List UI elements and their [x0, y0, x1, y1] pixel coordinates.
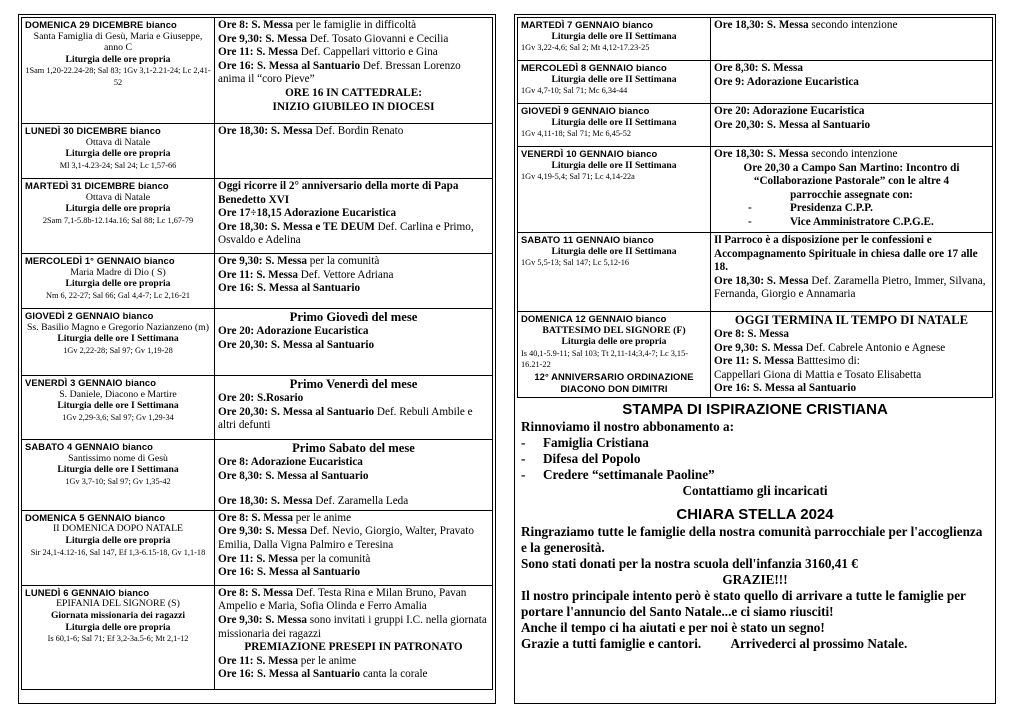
event-detail: Def. Zaramella Pietro, Immer, Silvana, Fernanda, Giorgio e Annamaria — [714, 274, 986, 301]
day-readings: 1Gv 3,22-4,6; Sal 2; Mt 4,12-17.23-25 — [521, 43, 650, 53]
event-detail: Cappellari Giona di Mattia e Tosato Elisabetta — [714, 368, 922, 381]
day-header: SABATO 11 GENNAIO bianco — [521, 234, 654, 245]
day-readings: Is 40,1-5.9-11; Sal 103; Tt 2,11-14;3,4-7; Lc 3,15-16.21-22 — [521, 348, 688, 370]
day-feast: II DOMENICA DOPO NATALE — [52, 523, 184, 535]
day-header: GIOVEDÌ 9 GENNAIO bianco — [521, 105, 650, 116]
event-line — [218, 566, 489, 580]
events-title: Primo Venerdì del mese — [289, 377, 418, 391]
schedule-table-right — [517, 17, 993, 398]
day-liturgy: Liturgia delle ore propria — [561, 336, 667, 348]
day-liturgy: Liturgia delle ore propria — [65, 203, 171, 215]
event-time: Ore 18,30: S. Messa — [714, 274, 809, 287]
event-line — [714, 342, 989, 356]
event-line — [218, 269, 489, 283]
event-line — [218, 495, 489, 509]
schedule-row — [22, 440, 493, 511]
event-detail: Def. Rebuli Ambile e altri defunti — [218, 405, 473, 432]
day-header: LUNEDÌ 6 GENNAIO bianco — [25, 586, 150, 598]
event-line — [218, 33, 489, 47]
event-time: Oggi ricorre il 2° anniversario della morte di Papa Benedetto XVI — [218, 180, 459, 206]
day-liturgy: Liturgia delle ore propria — [65, 53, 171, 65]
schedule-row — [22, 309, 493, 376]
event-detail: Def. Cabrele Antonio e Agnese — [802, 341, 946, 354]
event-time: Ore 20,30: S. Messa al Santuario — [218, 338, 375, 351]
day-header: DOMENICA 5 GENNAIO bianco — [25, 511, 166, 523]
day-readings: 1Gv 5,5-13; Sal 147; Lc 5,12-16 — [521, 258, 630, 268]
day-cell — [22, 510, 215, 585]
day-header: VENERDÌ 10 GENNAIO bianco — [521, 148, 658, 159]
events-cell — [215, 309, 493, 376]
notice-title-chiara-stella: CHIARA STELLA 2024 — [676, 506, 834, 523]
notice-subscribe-line: Rinnoviamo il nostro abbonamento a: — [521, 419, 734, 434]
event-detail: Def. Zaramella Leda — [312, 495, 409, 508]
event-detail: canta la corale — [360, 668, 428, 681]
event-detail: per le anime — [297, 654, 357, 667]
schedule-row — [22, 124, 493, 179]
schedule-row — [518, 61, 993, 104]
events-announcement: parrocchie assegnate con: — [790, 188, 913, 201]
day-readings: Sir 24,1-4.12-16, Sal 147, Ef 1,3-6.15-18, Gv 1,1-18 — [30, 547, 206, 557]
day-cell — [518, 61, 711, 104]
event-detail: secondo intenzione — [808, 148, 898, 160]
event-line — [218, 125, 489, 139]
event-time: Ore 20,30: S. Messa al Santuario — [714, 118, 871, 131]
schedule-row — [22, 510, 493, 585]
day-feast: Santissimo nome di Gesù — [68, 452, 168, 464]
day-readings: 1Gv 4,19-5,4; Sal 71; Lc 4,14-22a — [521, 172, 635, 182]
events-cell — [711, 61, 993, 104]
event-detail: Def. Vettore Adriana — [297, 268, 394, 281]
event-line — [714, 328, 989, 342]
event-line — [218, 339, 489, 353]
notice-box — [517, 400, 993, 652]
schedule-row — [22, 376, 493, 440]
event-line — [714, 148, 989, 162]
event-time: Ore 20: S.Rosario — [218, 392, 304, 404]
event-time: Ore 20: Adorazione Eucaristica — [714, 105, 865, 117]
event-line — [714, 369, 989, 383]
event-line — [714, 355, 989, 369]
events-cell — [215, 254, 493, 309]
day-liturgy: Liturgia delle ore II Settimana — [551, 159, 677, 171]
day-cell — [518, 147, 711, 233]
day-cell — [22, 18, 215, 124]
subscription-item: - Difesa del Popolo — [521, 451, 989, 467]
day-liturgy: Liturgia delle ore II Settimana — [551, 245, 677, 257]
schedule-row — [22, 179, 493, 254]
event-detail: per la comunità — [306, 255, 380, 267]
events-cell — [215, 585, 493, 689]
events-list — [748, 202, 989, 229]
events-announcement: PREMIAZIONE PRESEPI IN PATRONATO — [244, 641, 463, 654]
day-header: LUNEDÌ 30 DICEMBRE bianco — [25, 125, 161, 136]
event-line — [218, 392, 489, 406]
event-time: Ore 18,30: S. Messa — [714, 19, 809, 31]
events-cell — [711, 312, 993, 398]
event-time: Ore 9,30: S. Messa — [218, 32, 307, 45]
schedule-row — [518, 147, 993, 233]
event-detail: Def. Testa Rina e Milan Bruno, Pavan Ampelio e Maria, Sofia Olinda e Ferro Amalia — [218, 586, 467, 613]
events-announcement: Ore 20,30 a Campo San Martino: Incontro di — [743, 161, 960, 174]
day-readings: 1Gv 2,29-3,6; Sal 97; Gv 1,29-34 — [62, 412, 174, 422]
day-liturgy: Liturgia delle ore I Settimana — [57, 400, 179, 412]
event-time: Ore 11: S. Messa — [218, 654, 298, 667]
event-line — [218, 207, 489, 221]
event-time: Ore 17÷18,15 Adorazione Eucaristica — [218, 207, 397, 220]
day-cell — [518, 104, 711, 147]
event-line — [218, 525, 489, 552]
notice-paragraph: Il nostro principale intento però è stato quello di arrivare a tutte le famiglie per portare l'annuncio del Santo Natale...e ci siamo riusciti! — [521, 588, 966, 619]
day-cell — [22, 254, 215, 309]
day-cell — [22, 376, 215, 440]
day-cell — [518, 18, 711, 61]
day-header: MERCOLEDÌ 8 GENNAIO bianco — [521, 62, 667, 73]
notice-subscription-list — [521, 435, 989, 483]
events-list-item: - Presidenza C.P.P. — [748, 202, 989, 216]
event-time: Ore 16: S. Messa al Santuario — [218, 59, 361, 72]
day-feast: EPIFANIA DEL SIGNORE (S) — [56, 598, 180, 610]
day-feast: Ss. Basilio Magno e Gregorio Nazianzeno (m) — [26, 321, 209, 333]
event-detail: per le anime — [293, 511, 352, 524]
event-time: Ore 18,30: S. Messa e TE DEUM — [218, 220, 375, 233]
day-cell — [22, 124, 215, 179]
event-time: Ore 11: S. Messa — [218, 46, 298, 59]
events-title: Primo Sabato del mese — [292, 441, 415, 455]
day-readings: Is 60,1-6; Sal 71; Ef 3,2-3a.5-6; Mt 2,1-12 — [47, 634, 189, 644]
notice-donation: Sono stati donati per la nostra scuola dell'infanzia 3160,41 € — [521, 556, 858, 571]
event-time: Ore 18,30: S. Messa — [218, 125, 313, 137]
event-time: Ore 8: S. Messa — [218, 586, 293, 599]
day-feast: S. Daniele, Diacono e Martire — [59, 388, 177, 400]
day-liturgy: Liturgia delle ore propria — [65, 148, 171, 160]
event-line — [218, 255, 489, 269]
events-title: Primo Giovedì del mese — [289, 310, 418, 324]
event-time: Ore 18,30: S. Messa — [218, 495, 313, 508]
day-header: DOMENICA 29 DICEMBRE bianco — [25, 19, 177, 30]
event-time: Ore 18,30: S. Messa — [714, 148, 809, 160]
day-liturgy: Liturgia delle ore propria — [65, 278, 171, 290]
notice-title-press: STAMPA DI ISPIRAZIONE CRISTIANA — [622, 401, 888, 418]
event-line — [714, 119, 989, 133]
day-anniversary: DIACONO DON DIMITRI — [560, 382, 668, 394]
notice-contact: Contattiamo gli incaricati — [682, 483, 828, 498]
notice-closing — [521, 636, 989, 652]
events-announcement: INIZIO GIUBILEO IN DIOCESI — [272, 100, 435, 113]
events-title: OGGI TERMINA IL TEMPO DI NATALE — [734, 313, 969, 327]
event-detail: Def. Carlina e Primo, Osvaldo e Adelina — [218, 220, 474, 247]
day-feast: Maria Madre di Dio ( S) — [70, 266, 166, 278]
event-time: Il Parroco è a disposizione per le confessioni e Accompagnamento Spirituale in chiesa dalle ore 17 alle 18. — [714, 234, 978, 274]
event-line — [218, 46, 489, 60]
schedule-row — [22, 585, 493, 689]
day-liturgy: Liturgia delle ore I Settimana — [57, 333, 179, 345]
event-detail: Def. Cappellari vittorio e Gina — [297, 46, 438, 59]
events-list-item: - Vice Amministratore C.P.G.E. — [748, 216, 989, 230]
event-detail: Def. Bressan Lorenzo anima il “coro Pieve” — [218, 59, 461, 86]
day-readings: 1Gv 4,7-10; Sal 71; Mc 6,34-44 — [521, 86, 628, 96]
event-time: Ore 11: S. Messa — [218, 552, 298, 565]
event-line — [218, 614, 489, 641]
day-readings: Ml 3,1-4.23-24; Sal 24; Lc 1,57-66 — [59, 160, 177, 170]
day-cell — [22, 585, 215, 689]
events-announcement: “Collaborazione Pastorale” con le altre 4 — [753, 175, 950, 188]
event-time: Ore 16: S. Messa al Santuario — [218, 566, 361, 579]
events-cell — [215, 440, 493, 511]
day-cell — [22, 179, 215, 254]
event-line — [714, 105, 989, 119]
day-liturgy: Liturgia delle ore propria — [65, 621, 171, 633]
left-column — [18, 14, 496, 704]
day-feast: Ottava di Natale — [85, 191, 151, 203]
event-time: Ore 8: Adorazione Eucaristica — [218, 456, 363, 468]
event-line — [218, 655, 489, 669]
schedule-row — [518, 104, 993, 147]
event-line — [218, 668, 489, 682]
events-cell — [215, 376, 493, 440]
subscription-item: - Credere “settimanale Paoline” — [521, 467, 989, 483]
day-readings: Nm 6, 22-27; Sal 66; Gal 4,4-7; Lc 2,16-21 — [45, 290, 191, 300]
day-readings: 1Gv 2,22-28; Sal 97; Gv 1,19-28 — [63, 345, 173, 355]
event-line — [218, 180, 489, 207]
events-cell — [711, 18, 993, 61]
day-readings: 1Gv 4,11-18; Sal 71; Mc 6,45-52 — [521, 129, 632, 139]
day-readings: 2Sam 7,1-5.8b-12.14a.16; Sal 88; Lc 1,67-79 — [42, 215, 194, 225]
event-line — [218, 60, 489, 87]
schedule-row — [518, 18, 993, 61]
event-line — [218, 456, 489, 470]
event-time: Ore 8: S. Messa — [714, 328, 789, 340]
event-line — [218, 221, 489, 248]
subscription-item: - Famiglia Cristiana — [521, 435, 989, 451]
day-liturgy: Liturgia delle ore I Settimana — [57, 464, 179, 476]
day-liturgy: Liturgia delle ore II Settimana — [551, 116, 677, 128]
event-line — [714, 62, 989, 76]
event-line — [218, 325, 489, 339]
day-header: MARTEDÌ 7 GENNAIO bianco — [521, 19, 654, 30]
event-time: Ore 9: Adorazione Eucaristica — [714, 75, 859, 88]
notice-paragraph: Anche il tempo ci ha aiutati e per noi è stato un segno! — [521, 620, 825, 635]
event-time: Ore 16: S. Messa al Santuario — [714, 382, 857, 395]
day-liturgy: Liturgia delle ore II Settimana — [551, 73, 677, 85]
event-time: Ore 20,30: S. Messa al Santuario — [218, 405, 375, 418]
day-feast: BATTESIMO DEL SIGNORE (F) — [542, 324, 686, 336]
day-anniversary: 12° ANNIVERSARIO ORDINAZIONE — [534, 370, 694, 382]
event-time: Ore 11: S. Messa — [714, 355, 794, 368]
event-detail: per le famiglie in difficoltà — [293, 19, 417, 31]
notice-closing-thanks: Grazie a tutti famiglie e cantori. — [521, 636, 702, 651]
day-header: VENERDÌ 3 GENNAIO bianco — [25, 377, 157, 388]
event-time: Ore 8,30: S. Messa al Santuario — [218, 469, 369, 482]
event-time: Ore 11: S. Messa — [218, 268, 298, 281]
event-detail: Def. Bordin Renato — [312, 125, 404, 137]
events-cell — [215, 510, 493, 585]
day-header: MARTEDÌ 31 DICEMBRE bianco — [25, 180, 169, 191]
notice-closing-goodbye: Arrivederci al prossimo Natale. — [730, 636, 908, 651]
event-line — [714, 382, 989, 396]
day-cell — [22, 309, 215, 376]
schedule-row — [518, 312, 993, 398]
events-cell — [215, 18, 493, 124]
event-time: Ore 20: Adorazione Eucaristica — [218, 325, 369, 337]
event-time: Ore 16: S. Messa al Santuario — [218, 282, 361, 295]
event-line — [218, 512, 489, 526]
event-line — [218, 19, 489, 33]
day-liturgy: Liturgia delle ore propria — [65, 534, 171, 546]
day-header: SABATO 4 GENNAIO bianco — [25, 441, 154, 452]
day-cell — [518, 233, 711, 312]
event-detail: Def. Tosato Giovanni e Cecilia — [306, 32, 449, 45]
right-column — [514, 14, 996, 704]
event-time: Ore 9,30: S. Messa — [218, 255, 307, 267]
event-time: Ore 16: S. Messa al Santuario — [218, 668, 361, 681]
day-cell — [22, 440, 215, 511]
event-detail: sono invitati i gruppi I.C. nella giornata missionaria dei ragazzi — [218, 613, 487, 640]
event-line — [218, 470, 489, 484]
events-cell — [711, 104, 993, 147]
event-time: Ore 9,30: S. Messa — [218, 613, 307, 626]
notice-paragraph: Ringraziamo tutte le famiglie della nostra comunità parrocchiale per l'accoglienza e la generosità. — [521, 524, 983, 555]
events-announcement: ORE 16 IN CATTEDRALE: — [285, 86, 422, 99]
event-time: Ore 8: S. Messa — [218, 511, 293, 524]
day-liturgy: Liturgia delle ore II Settimana — [551, 30, 677, 42]
day-feast: Santa Famiglia di Gesù, Maria e Giuseppe, anno C — [33, 30, 203, 54]
schedule-row — [22, 254, 493, 309]
event-line — [714, 234, 989, 275]
event-time: Ore 9,30: S. Messa — [714, 341, 803, 354]
event-line — [218, 587, 489, 614]
day-header: MERCOLEDÌ 1° GENNAIO bianco — [25, 255, 175, 266]
event-time: Ore 8: S. Messa — [218, 19, 293, 31]
notice-thanks: GRAZIE!!! — [722, 572, 788, 587]
event-line — [218, 483, 489, 495]
events-cell — [711, 233, 993, 312]
event-line — [218, 282, 489, 296]
day-cell — [518, 312, 711, 398]
event-detail: per la comunità — [297, 552, 371, 565]
schedule-row — [22, 18, 493, 124]
event-time: Ore 8,30: S. Messa — [714, 62, 803, 74]
schedule-table-left — [21, 17, 493, 690]
day-feast: Ottava di Natale — [85, 136, 151, 148]
event-detail: Batttesimo di: — [793, 355, 860, 368]
schedule-row — [518, 233, 993, 312]
day-header: GIOVEDÌ 2 GENNAIO bianco — [25, 310, 154, 321]
day-readings: 1Gv 3,7-10; Sal 97; Gv 1,35-42 — [65, 476, 171, 486]
events-cell — [711, 147, 993, 233]
day-header: DOMENICA 12 GENNAIO bianco — [521, 313, 667, 324]
event-time: Ore 9,30: S. Messa — [218, 525, 307, 538]
event-detail: secondo intenzione — [808, 19, 898, 31]
events-cell — [215, 179, 493, 254]
event-line — [218, 406, 489, 433]
event-line — [714, 76, 989, 90]
event-line — [714, 275, 989, 302]
event-line — [714, 19, 989, 33]
day-readings: 1Sam 1,20-22.24-28; Sal 83; 1Gv 3,1-2.21-24; Lc 2,41-52 — [25, 66, 211, 87]
events-cell — [215, 124, 493, 179]
day-note: Giornata missionaria dei ragazzi — [50, 609, 186, 621]
event-detail: Def. Nevio, Giorgio, Walter, Pravato Emilia, Dalla Vigna Palmiro e Teresina — [218, 525, 474, 551]
event-line — [218, 553, 489, 567]
